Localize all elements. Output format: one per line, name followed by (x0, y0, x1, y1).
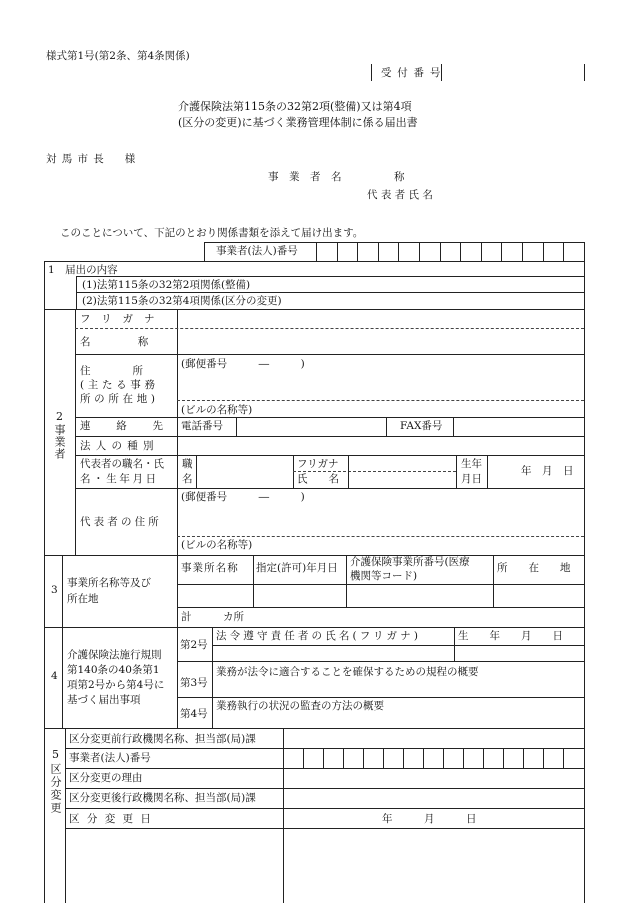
s2-line-contact (75, 436, 584, 437)
s4-item2-mid (212, 645, 584, 646)
item2-label: 第2号 (180, 639, 208, 651)
number-cell-divider (543, 242, 544, 261)
phone-label: 電話番号 (181, 420, 223, 432)
postal-label: (郵便番号 ― ) (181, 358, 305, 370)
receipt-box-right (584, 64, 585, 81)
name-label: 名称 (80, 336, 196, 348)
s1-line2 (76, 292, 584, 293)
location-label: 所 在 地 (497, 562, 571, 574)
building-label: (ビルの名称等) (181, 404, 253, 416)
title-line1: 介護保険法第115条の32第2項(整備)又は第4項 (178, 100, 412, 113)
number-cell-divider (440, 242, 441, 261)
item3-label: 第3号 (180, 677, 208, 689)
table-left (44, 261, 45, 903)
section3-number: 3 (51, 584, 58, 596)
s5-row2-label: 事業者(法人)番号 (69, 752, 151, 764)
s5-row5-date: 年 月 日 (382, 813, 477, 825)
business-name-label: 事 業 者 名 称 (268, 171, 405, 183)
provider-number-label-2: 機関等コード) (350, 570, 418, 582)
address-label-2: (主たる事務 (80, 379, 159, 391)
s5-line5 (65, 828, 584, 829)
s4-birth-div (454, 627, 455, 661)
s3-num-col (62, 555, 63, 627)
s3-col-c (253, 555, 254, 607)
shimei-label: 氏 名 (297, 473, 339, 485)
corp-row-top (204, 242, 584, 243)
address-label-3: 所の所在地) (80, 393, 159, 405)
section1-option2[interactable]: (2)法第115条の32第4項関係(区分の変更) (82, 295, 282, 307)
s4-line-item3 (177, 697, 584, 698)
number-cell-divider (378, 242, 379, 261)
number-cell-divider (323, 748, 324, 768)
number-cell-divider (316, 242, 317, 261)
number-cell-divider (522, 242, 523, 261)
receipt-label: 受付番号 (381, 67, 447, 79)
corp-row-left (204, 242, 205, 261)
number-cell-divider (303, 748, 304, 768)
section3-label-1: 事業所名称等及び (67, 577, 151, 589)
section5-label: 5区分変更 (49, 748, 62, 815)
position-label-1: 職 (182, 458, 193, 470)
receipt-box-mid (441, 64, 442, 81)
section4-label-3: 項第2号から第4号に (67, 679, 165, 691)
section2-label: 2事業者 (53, 410, 66, 460)
item4-label: 第4号 (180, 708, 208, 720)
number-cell-divider (419, 242, 420, 261)
number-cell-divider (543, 748, 544, 768)
corp-number-label: 事業者(法人)番号 (216, 245, 298, 257)
total-count-label: 計 カ所 (181, 611, 244, 623)
s5-row1-label: 区分変更前行政機関名称、担当部(局)課 (69, 733, 256, 745)
statement: このことについて、下記のとおり関係書類を添えて届け出ます。 (60, 227, 364, 239)
number-cell-divider (343, 748, 344, 768)
addressee: 対馬市長 様 (46, 153, 141, 165)
item2-text: 法令遵守責任者の氏名(フリガナ) (216, 630, 422, 642)
rep-div-5 (487, 455, 488, 488)
contact-label: 連 絡 先 (80, 420, 165, 432)
s2-line-address (75, 417, 584, 418)
corp-type-label: 法人の種別 (80, 440, 159, 452)
section1-title: 1 届出の内容 (48, 264, 118, 276)
rep-name-divider (293, 471, 456, 472)
furigana-divider (75, 328, 584, 329)
s4-col-c (212, 627, 213, 728)
s4-num-col (62, 627, 63, 728)
s5-row4-label: 区分変更後行政機関名称、担当部(局)課 (69, 792, 256, 804)
rep-address-divider (177, 536, 584, 537)
number-cell-divider (503, 748, 504, 768)
postal2-label: (郵便番号 ― ) (181, 491, 305, 503)
number-cell-divider (483, 748, 484, 768)
fax-divider-l (386, 417, 387, 436)
s2-bottom (44, 555, 584, 556)
fax-label: FAX番号 (400, 420, 443, 432)
s4-bottom (44, 728, 584, 729)
s3-col-d (346, 555, 347, 607)
furigana-label: フリガナ (80, 313, 166, 325)
s5-line3 (65, 788, 584, 789)
s5-line4 (65, 808, 584, 809)
number-cell-divider (501, 242, 502, 261)
number-cell-divider (443, 748, 444, 768)
number-cell-divider (363, 748, 364, 768)
building2-label: (ビルの名称等) (181, 539, 253, 551)
section3-label-2: 所在地 (67, 593, 99, 605)
phone-divider (236, 417, 237, 436)
section4-number: 4 (51, 670, 58, 682)
s1-bottom (44, 309, 584, 310)
birth-label-1: 生年 (461, 458, 482, 470)
number-cell-divider (563, 748, 564, 768)
s3-col-b (177, 555, 178, 627)
s5-value-col (283, 728, 284, 903)
s5-row3-label: 区分変更の理由 (69, 772, 143, 784)
designated-date-label: 指定(許可)年月日 (256, 562, 338, 574)
number-cell-divider (463, 748, 464, 768)
rep-title-label-1: 代表者の職名・氏 (80, 458, 164, 470)
section4-label-2: 第140条の40条第1 (67, 664, 160, 676)
number-cell-divider (523, 748, 524, 768)
s1-line1 (76, 276, 584, 277)
birth-header: 生 年 月 日 (458, 630, 563, 642)
receipt-box-left (371, 64, 372, 81)
number-cell-divider (563, 242, 564, 261)
rep-div-4 (456, 455, 457, 488)
number-cell-divider (423, 748, 424, 768)
item4-text: 業務執行の状況の監査の方法の概要 (216, 700, 384, 712)
rep-title-label-2: 名・生年月日 (80, 473, 159, 485)
s3-data-line (177, 607, 584, 608)
birth-label-2: 月日 (461, 473, 482, 485)
s1-inner-left (76, 276, 77, 310)
form-number: 様式第1号(第2条、第4条関係) (46, 50, 190, 62)
title-line2: (区分の変更)に基づく業務管理体制に係る届出書 (178, 116, 418, 129)
table-top (44, 261, 584, 262)
s3-header-line (177, 584, 584, 585)
s5-num-col (65, 728, 66, 903)
s2-line-name (75, 354, 584, 355)
s4-line-item2 (177, 661, 584, 662)
address-label-1: 住 所 (80, 365, 143, 377)
number-cell-divider (357, 242, 358, 261)
birth-ymd: 年 月 日 (521, 465, 574, 477)
s2-line-corptype (75, 455, 584, 456)
s4-col-b (177, 627, 178, 728)
number-cell-divider (383, 748, 384, 768)
number-cell-divider (481, 242, 482, 261)
furigana2-label: フリガナ (297, 458, 339, 470)
table-right (584, 242, 585, 903)
number-cell-divider (403, 748, 404, 768)
number-cell-divider (337, 242, 338, 261)
rep-address-label: 代表者の住所 (80, 516, 162, 528)
item3-text: 業務が法令に適合することを確保するための規程の概要 (216, 666, 479, 678)
s3-col-e (493, 555, 494, 607)
office-name-label: 事業所名称 (181, 562, 239, 574)
s5-row5-label: 区分変更日 (69, 813, 159, 825)
s3-bottom (44, 627, 584, 628)
fax-divider-r (453, 417, 454, 436)
number-cell-divider (460, 242, 461, 261)
representative-label: 代 表 者 氏 名 (367, 189, 433, 201)
s2-line-rep (75, 488, 584, 489)
address-divider (177, 400, 584, 401)
number-cell-divider (398, 242, 399, 261)
section4-label-4: 基づく届出事項 (67, 694, 141, 706)
position-label-2: 名 (182, 473, 193, 485)
rep-div-1 (196, 455, 197, 488)
s5-line2 (65, 768, 584, 769)
provider-number-label-1: 介護保険事業所番号(医療 (350, 556, 470, 568)
rep-div-3 (348, 455, 349, 488)
s5-line1 (65, 748, 584, 749)
s2-col-a (75, 309, 76, 555)
section1-option1[interactable]: (1)法第115条の32第2項関係(整備) (82, 279, 251, 291)
section4-label-1: 介護保険法施行規則 (67, 649, 162, 661)
